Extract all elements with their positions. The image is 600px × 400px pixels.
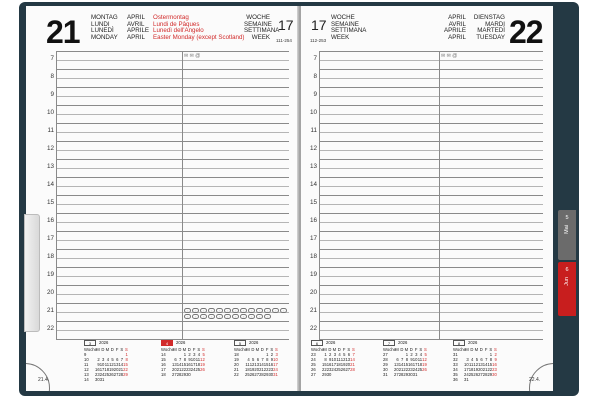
hour-line bbox=[56, 213, 289, 214]
envelope-icon: ✉ bbox=[441, 53, 446, 59]
hour-label: 21 bbox=[46, 307, 54, 314]
hour-label: 10 bbox=[46, 109, 54, 116]
weekday-names: DIENSTAG MARDI MARTEDÌ TUESDAY bbox=[473, 14, 505, 42]
mini-calendar-year: 2026 bbox=[468, 340, 478, 346]
holiday-names: Ostermontag Lundi de Pâques Lunedì dell'Angelo Easter Monday (except Scotland) bbox=[153, 14, 245, 42]
half-hour-line bbox=[56, 258, 289, 259]
half-hour-line bbox=[56, 78, 289, 79]
half-hour-line bbox=[56, 150, 289, 151]
hour-line bbox=[56, 51, 289, 52]
weekday-header-row: Woche M D M D F S S bbox=[311, 346, 355, 352]
week-number: 17 bbox=[311, 17, 327, 33]
hour-line bbox=[56, 285, 289, 286]
calendar-week-row: 13 23 24 25 26 27 28 29 bbox=[84, 371, 128, 377]
weekday-names: MONTAG LUNDI LUNEDÌ MONDAY bbox=[91, 14, 118, 42]
hour-line bbox=[319, 267, 543, 268]
moon-circle: ○ bbox=[272, 308, 279, 313]
ribbon-tab[interactable] bbox=[24, 214, 40, 332]
half-hour-line bbox=[56, 132, 289, 133]
month-number-box: 7 bbox=[383, 340, 395, 346]
hour-label: 11 bbox=[47, 127, 54, 134]
mini-calendar-june bbox=[311, 340, 355, 377]
month-number-box: 3 bbox=[84, 340, 96, 346]
calendar-week-row: 18 1 2 3 bbox=[234, 351, 278, 357]
hour-label: 11 bbox=[310, 127, 317, 134]
at-icon: @ bbox=[195, 53, 201, 59]
calendar-week-row: 34 17 18 19 20 21 22 23 bbox=[453, 366, 497, 372]
half-hour-line bbox=[56, 168, 289, 169]
half-hour-line bbox=[319, 222, 543, 223]
date-footer: 21.4. bbox=[38, 377, 50, 383]
half-hour-line bbox=[319, 204, 543, 205]
hour-line bbox=[56, 195, 289, 196]
tab-june[interactable]: 6 Jun bbox=[558, 262, 576, 316]
half-hour-line bbox=[56, 240, 289, 241]
hour-line bbox=[56, 159, 289, 160]
mini-calendar-august bbox=[453, 340, 497, 382]
hour-line bbox=[319, 195, 543, 196]
moon-phase-row bbox=[184, 308, 294, 319]
hour-label: 18 bbox=[309, 253, 317, 260]
half-hour-line bbox=[319, 114, 543, 115]
calendar-week-row: 11 9 10 11 12 13 14 15 bbox=[84, 361, 128, 367]
hour-label: 12 bbox=[46, 145, 54, 152]
mini-calendar-march bbox=[84, 340, 128, 382]
hour-line bbox=[56, 69, 289, 70]
month-number-box: 4 bbox=[161, 340, 173, 346]
half-hour-line bbox=[319, 258, 543, 259]
moon-circle: ○ bbox=[216, 308, 223, 313]
half-hour-line bbox=[56, 186, 289, 187]
margin-line bbox=[56, 51, 57, 339]
weekday-header-row: Woche M D M D F S S bbox=[234, 346, 278, 352]
hour-label: 14 bbox=[309, 181, 317, 188]
hour-line bbox=[56, 249, 289, 250]
envelope-icon: ✉ bbox=[189, 53, 194, 59]
week-labels: WOCHE SEMAINE SETTIMANA WEEK bbox=[244, 14, 280, 42]
hour-label: 13 bbox=[46, 163, 54, 170]
calendar-week-row: 21 18 19 20 21 22 23 24 bbox=[234, 366, 278, 372]
hour-line bbox=[56, 87, 289, 88]
half-hour-line bbox=[319, 276, 543, 277]
moon-circle: ○ bbox=[200, 314, 207, 319]
half-hour-line bbox=[319, 240, 543, 241]
weekday-header-row: Woche M D M D F S S bbox=[161, 346, 205, 352]
month-names: APRIL AVRIL APRILE APRIL bbox=[443, 14, 466, 42]
hour-label: 16 bbox=[309, 217, 317, 224]
hour-grid[interactable] bbox=[301, 51, 553, 339]
week-labels: WOCHE SEMAINE SETTIMANA WEEK bbox=[331, 14, 367, 42]
calendar-week-row: 28 6 7 8 9 10 11 12 bbox=[383, 356, 427, 362]
at-icon: @ bbox=[452, 53, 458, 59]
moon-circle: ○ bbox=[264, 314, 271, 319]
calendar-week-row: 19 4 5 6 7 8 9 10 bbox=[234, 356, 278, 362]
moon-circle: ○ bbox=[200, 308, 207, 313]
half-hour-line bbox=[319, 78, 543, 79]
left-page bbox=[26, 6, 299, 391]
calendar-week-row: 17 20 21 22 23 24 25 26 bbox=[161, 366, 205, 372]
hour-label: 15 bbox=[46, 199, 54, 206]
calendar-week-row: 15 6 7 8 9 10 11 12 bbox=[161, 356, 205, 362]
calendar-week-row: 27 1 2 3 4 5 bbox=[383, 351, 427, 357]
half-hour-line bbox=[319, 168, 543, 169]
hour-label: 20 bbox=[309, 289, 317, 296]
calendar-week-row: 23 1 2 3 4 5 6 7 bbox=[311, 351, 355, 357]
moon-circle: ○ bbox=[184, 314, 191, 319]
moon-circle: ○ bbox=[280, 308, 287, 313]
calendar-week-row: 25 15 16 17 18 19 20 21 bbox=[311, 361, 355, 367]
hour-label: 21 bbox=[309, 307, 317, 314]
half-hour-line bbox=[319, 96, 543, 97]
hour-label: 9 bbox=[50, 91, 54, 98]
half-hour-line bbox=[319, 186, 543, 187]
half-hour-line bbox=[319, 132, 543, 133]
calendar-week-row: 27 29 30 bbox=[311, 371, 332, 377]
hour-line bbox=[319, 105, 543, 106]
moon-circle: ○ bbox=[224, 314, 231, 319]
hour-label: 22 bbox=[309, 325, 317, 332]
moon-circle: ○ bbox=[248, 314, 255, 319]
notes-divider bbox=[182, 51, 183, 339]
calendar-week-row: 33 10 11 12 13 14 15 16 bbox=[453, 361, 497, 367]
hour-line bbox=[56, 267, 289, 268]
calendar-week-row: 12 16 17 18 19 20 21 22 bbox=[84, 366, 128, 372]
day-of-year: 112-253 bbox=[310, 38, 327, 43]
hour-line bbox=[319, 69, 543, 70]
hour-grid[interactable] bbox=[26, 51, 299, 339]
mini-calendar-year: 2026 bbox=[326, 340, 336, 346]
hour-line bbox=[319, 213, 543, 214]
right-page bbox=[301, 6, 553, 391]
half-hour-line bbox=[319, 60, 543, 61]
hour-label: 17 bbox=[46, 235, 54, 242]
notes-divider bbox=[439, 51, 440, 339]
moon-circle: ○ bbox=[256, 308, 263, 313]
hour-label: 15 bbox=[309, 199, 317, 206]
hour-label: 18 bbox=[46, 253, 54, 260]
calendar-week-row: 9 1 bbox=[84, 351, 128, 357]
hour-line bbox=[319, 87, 543, 88]
mini-calendar-year: 2026 bbox=[176, 340, 186, 346]
hour-line bbox=[319, 249, 543, 250]
day-of-year: 111-254 bbox=[276, 38, 292, 43]
hour-label: 14 bbox=[46, 181, 54, 188]
tab-may[interactable]: 5 Mai bbox=[558, 210, 576, 260]
notes-icons bbox=[441, 53, 457, 59]
moon-circle: ○ bbox=[224, 308, 231, 313]
calendar-week-row: 14 1 2 3 4 5 bbox=[161, 351, 205, 357]
moon-circle: ○ bbox=[208, 314, 215, 319]
half-hour-line bbox=[56, 276, 289, 277]
moon-circle: ○ bbox=[232, 314, 239, 319]
hour-label: 22 bbox=[46, 325, 54, 332]
hour-line bbox=[56, 105, 289, 106]
hour-label: 19 bbox=[309, 271, 317, 278]
envelope-icon: ✉ bbox=[446, 53, 451, 59]
calendar-week-row: 32 3 4 5 6 7 8 9 bbox=[453, 356, 497, 362]
month-names: APRIL AVRIL APRILE APRIL bbox=[127, 14, 150, 42]
moon-circle: ○ bbox=[184, 308, 191, 313]
hour-line bbox=[319, 51, 543, 52]
hour-line bbox=[319, 177, 543, 178]
calendar-week-row: 31 27 28 29 30 31 bbox=[383, 371, 418, 377]
hour-line bbox=[56, 123, 289, 124]
calendar-week-row: 14 30 31 bbox=[84, 377, 105, 383]
mini-calendar-may bbox=[234, 340, 278, 377]
hour-line bbox=[319, 303, 543, 304]
moon-circle: ○ bbox=[208, 308, 215, 313]
date-footer: 22.4. bbox=[529, 377, 541, 383]
half-hour-line bbox=[319, 294, 543, 295]
half-hour-line bbox=[319, 330, 543, 331]
hour-line bbox=[319, 123, 543, 124]
half-hour-line bbox=[56, 294, 289, 295]
hour-line bbox=[56, 303, 289, 304]
hour-line bbox=[319, 159, 543, 160]
moon-circle: ○ bbox=[248, 308, 255, 313]
hour-label: 16 bbox=[46, 217, 54, 224]
moon-circle: ○ bbox=[240, 308, 247, 313]
moon-circle: ○ bbox=[192, 314, 199, 319]
mini-calendar-april bbox=[161, 340, 205, 377]
moon-circle: ○ bbox=[192, 308, 199, 313]
hour-label: 19 bbox=[46, 271, 54, 278]
margin-line bbox=[319, 51, 320, 339]
hour-line bbox=[56, 177, 289, 178]
hour-label: 8 bbox=[50, 73, 54, 80]
day-number: 22 bbox=[509, 14, 543, 50]
half-hour-line bbox=[56, 222, 289, 223]
hour-label: 20 bbox=[46, 289, 54, 296]
hour-label: 9 bbox=[313, 91, 317, 98]
calendar-week-row: 35 24 25 26 27 28 29 30 bbox=[453, 371, 497, 377]
calendar-week-row: 29 13 14 15 16 17 18 19 bbox=[383, 361, 427, 367]
half-hour-line bbox=[319, 312, 543, 313]
weekday-header-row: Woche M D M D F S S bbox=[453, 346, 497, 352]
mini-calendar-july bbox=[383, 340, 427, 377]
calendar-week-row: 10 2 3 4 5 6 7 8 bbox=[84, 356, 128, 362]
month-number-box: 6 bbox=[311, 340, 323, 346]
hour-label: 7 bbox=[313, 55, 317, 62]
hour-label: 10 bbox=[309, 109, 317, 116]
hour-label: 8 bbox=[313, 73, 317, 80]
notes-icons bbox=[184, 53, 200, 59]
day-number: 21 bbox=[46, 14, 80, 50]
half-hour-line bbox=[56, 330, 289, 331]
weekday-header-row: Woche M D M D F S S bbox=[84, 346, 128, 352]
hour-line bbox=[56, 321, 289, 322]
hour-label: 17 bbox=[309, 235, 317, 242]
month-number-box: 5 bbox=[234, 340, 246, 346]
half-hour-line bbox=[319, 150, 543, 151]
moon-circle: ○ bbox=[264, 308, 271, 313]
half-hour-line bbox=[56, 204, 289, 205]
moon-circle: ○ bbox=[240, 314, 247, 319]
weekday-header-row: Woche M D M D F S S bbox=[383, 346, 427, 352]
mini-calendar-year: 2026 bbox=[99, 340, 109, 346]
calendar-week-row: 16 13 14 15 16 17 18 19 bbox=[161, 361, 205, 367]
calendar-week-row: 24 8 9 10 11 12 13 14 bbox=[311, 356, 355, 362]
moon-circle: ○ bbox=[232, 308, 239, 313]
calendar-week-row: 20 11 12 13 14 15 16 17 bbox=[234, 361, 278, 367]
week-number: 17 bbox=[278, 17, 294, 33]
calendar-week-row: 36 31 bbox=[453, 377, 469, 383]
hour-line bbox=[56, 231, 289, 232]
calendar-week-row: 31 1 2 bbox=[453, 351, 497, 357]
hour-line bbox=[319, 231, 543, 232]
hour-line bbox=[319, 285, 543, 286]
half-hour-line bbox=[56, 114, 289, 115]
moon-circle: ○ bbox=[216, 314, 223, 319]
hour-line bbox=[319, 321, 543, 322]
envelope-icon: ✉ bbox=[184, 53, 189, 59]
half-hour-line bbox=[56, 60, 289, 61]
mini-calendar-year: 2026 bbox=[249, 340, 259, 346]
hour-line bbox=[56, 141, 289, 142]
mini-calendar-year: 2026 bbox=[398, 340, 408, 346]
hour-line bbox=[319, 141, 543, 142]
calendar-week-row: 30 20 21 22 23 24 25 26 bbox=[383, 366, 427, 372]
calendar-week-row: 18 27 28 29 30 bbox=[161, 371, 191, 377]
calendar-week-row: 22 25 26 27 28 29 30 31 bbox=[234, 371, 278, 377]
half-hour-line bbox=[56, 96, 289, 97]
calendar-week-row: 26 22 23 24 25 26 27 28 bbox=[311, 366, 355, 372]
hour-label: 12 bbox=[309, 145, 317, 152]
hour-label: 13 bbox=[309, 163, 317, 170]
hour-label: 7 bbox=[50, 55, 54, 62]
month-number-box: 8 bbox=[453, 340, 465, 346]
moon-circle: ○ bbox=[256, 314, 263, 319]
